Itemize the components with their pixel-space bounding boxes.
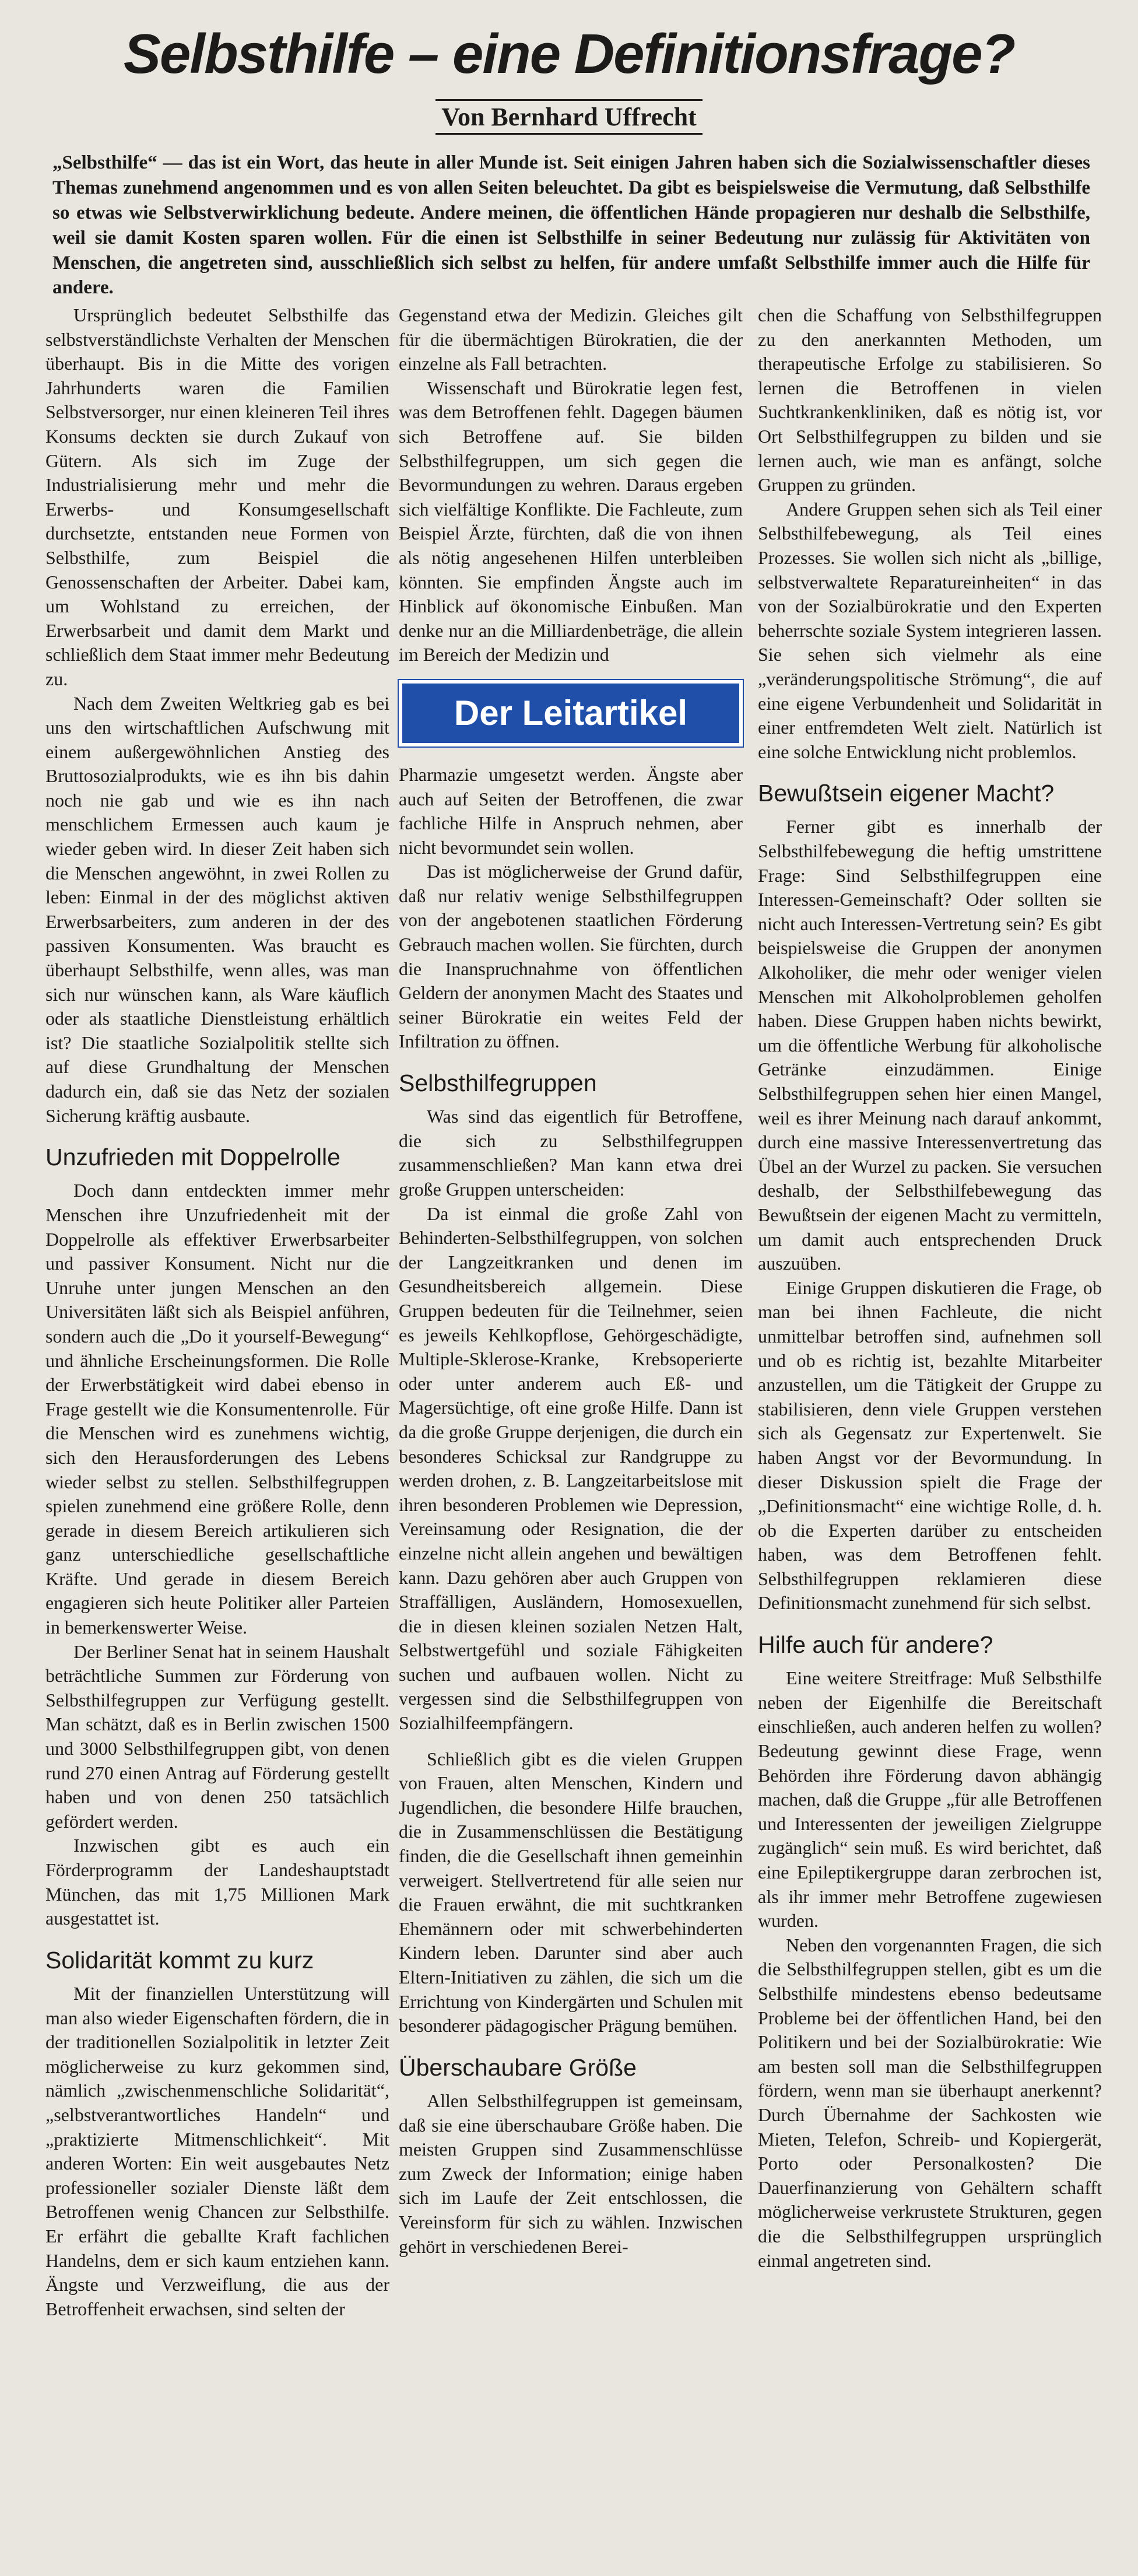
byline: Von Bernhard Uffrecht xyxy=(435,99,703,135)
paragraph: Wissenschaft und Bürokratie legen fest, was dem Betroffenen fehlt. Dagegen bäumen sich Betroffene auf. Sie bilden Selbsthilfegruppen, um sich gegen die Bevormundungen zu wehren. Daraus ergeben sich vielfältige Konflikte. Die Fachleute, zum Beispiel Ärzte, fürchten, daß die von ihnen als nötig angesehenen Hilfen unterbleiben könnten. Sie empfinden Ängste auch im Hinblick auf ökonomische Einbußen. Man denke nur an die Milliardenbeträge, die allein im Bereich der Medizin und xyxy=(399,377,743,665)
paragraph: chen die Schaffung von Selbsthilfegruppen zu den anerkannten Methoden, um therapeutische Erfolge zu stabilisieren. So lernen die Betroffenen in vielen Suchtkrankenkliniken, daß es nötig ist, vor Ort Selbsthilfegruppen zu bilden und sie lernen auch, wie man es anfängt, solche Gruppen zu gründen. xyxy=(758,304,1102,496)
column-2 xyxy=(399,303,743,2259)
paragraph: Der Berliner Senat hat in seinem Haushalt beträchtliche Summen zur Förderung von Selbsthilfegruppen zur Verfügung gestellt. Man schätzt, daß es in Berlin zwischen 1500 und 3000 Selbsthilfegruppen gibt, von denen rund 270 einen Antrag auf Förderung gestellt haben und von denen 250 tatsächlich gefördert werden. xyxy=(45,1641,389,1832)
paragraph: Ferner gibt es innerhalb der Selbsthilfebewegung die heftig umstrittene Frage: Sind Selbsthilfegruppen eine Interessen-Gemeinschaft? Oder sollten sie nicht auch Interessen-Vertretung sein? Es gibt beispielsweise die Gruppen der anonymen Alkoholiker, die mehr oder weniger vielen Menschen mit Alkoholproblemen geholfen haben. Diese Gruppen haben nichts bewirkt, um die öffentliche Werbung für alkoholische Getränke einzudämmen. Einige Selbsthilfegruppen sehen hier einen Mangel, weil es ihrer Meinung nach darauf ankommt, durch eine massive Interessenvertretung das Übel an der Wurzel zu packen. Sie versuchen deshalb, der Selbsthilfebewegung das Bewußtsein der eigenen Macht zu vermitteln, um damit auch entsprechenden Druck auszuüben. xyxy=(758,816,1102,1274)
paragraph: Pharmazie umgesetzt werden. Ängste aber auch auf Seiten der Betroffenen, die zwar fachliche Hilfe in Anspruch nehmen, aber nicht bevormundet sein wollen. xyxy=(399,763,743,858)
paragraph: Doch dann entdeckten immer mehr Menschen ihre Unzufriedenheit mit der Doppelrolle als effektiver Erwerbsarbeiter und passiver Konsument. Nicht nur die Unruhe unter jungen Menschen an den Universitäten läßt sich als Beispiel anführen, sondern auch die „Do it yourself-Bewegung“ und ähnliche Erscheinungsformen. Die Rolle der Erwerbstätigkeit wird dabei ebenso in Frage gestellt wie die Konsumentenrolle. Für die Menschen wird es zunehmens wichtig, sich den Herausforderungen des Lebens wieder selbst zu stellen. Selbsthilfegruppen spielen zunehmend eine größere Rolle, denn gerade in diesem Bereich artikulieren sich ganz unterschiedliche gesellschaftliche Kräfte. Und gerade in diesem Bereich engagieren sich heute Politiker aller Parteien in bemerkenswerter Weise. xyxy=(45,1180,389,1638)
paragraph: Eine weitere Streitfrage: Muß Selbsthilfe neben der Eigenhilfe die Bereitschaft einschließen, auch anderen helfen zu wollen? Bedeutung gewinnt diese Frage, wenn Behörden ihre Förderung davon abhängig machen, daß die Gruppe „für alle Betroffenen und Interessenten der jeweiligen Zielgruppe zugänglich“ sein muß. Es wird berichtet, daß eine Epileptikergruppe daran zerbrochen ist, als ihr immer mehr Betroffene zugewiesen wurden. xyxy=(758,1667,1102,1932)
subheading: Bewußtsein eigener Macht? xyxy=(758,780,1055,807)
paragraph: Da ist einmal die große Zahl von Behinderten-Selbsthilfegruppen, von solchen der Langzeitkranken und denen im Gesundheitsbereich allgemein. Diese Gruppen bedeuten für die Teilnehmer, seien es jeweils Kehlkopflose, Gehörgeschädigte, Multiple-Sklerose-Kranke, Krebsoperierte oder unter anderem auch Eß- und Magersüchtige, oft eine große Hilfe. Dann ist da die große Gruppe derjenigen, die durch ein besonderes Schicksal zur Randgruppe zu werden drohen, z. B. Langzeitarbeitslose mit ihren besonderen Problemen wie Depression, Vereinsamung oder Resignation, die der einzelne nicht allein angehen und bewältigen kann. Dazu gehören aber auch Gruppen von Straffälligen, Ausländern, Homosexuellen, die in diesen kleinen sozialen Netzen Halt, Selbstwertgefühl und soziale Fähigkeiten suchen und aufbauen wollen. Nicht zu vergessen sind die Selbsthilfegruppen von Sozialhilfeempfängern. xyxy=(399,1203,743,1734)
paragraph: Mit der finanziellen Unterstützung will man also wieder Eigenschaften fördern, die in der traditionellen Sozialpolitik in letzter Zeit möglicherweise zu kurz gekommen sind, nämlich „zwischenmenschliche Solidarität“, „selbstverantwortliches Handeln“ und „praktizierte Mitmenschlichkeit“. Mit anderen Worten: Ein weit ausgebautes Netz professioneller sozialer Dienste läßt dem Betroffenen wenig Chancen zur Selbsthilfe. Er erfährt die geballte Kraft fachlichen Handelns, dem er sich kaum entziehen kann. Ängste und Verzweiflung, die aus der Betroffenheit erwachsen, sind selten der xyxy=(45,1982,389,2319)
leitartikel-banner: Der Leitartikel xyxy=(399,680,743,746)
paragraph: Ursprünglich bedeutet Selbsthilfe das selbstverständlichste Verhalten der Menschen überhaupt. Bis in die Mitte des vorigen Jahrhunderts waren die Familien Selbstversorger, nur einen kleineren Teil ihres Konsums deckten sie durch Zukauf von Gütern. Als sich im Zuge der Industrialisierung mehr und mehr die Erwerbs- und Konsumgesellschaft durchsetzte, entstanden neue Formen von Selbsthilfe, zum Beispiel die Genossenschaften der Arbeiter. Dabei kam, um Wohlstand zu erreichen, der Erwerbsarbeit und damit dem Markt und schließlich dem Staat immer mehr Bedeutung zu. xyxy=(45,304,389,689)
column-3 xyxy=(758,303,1102,2273)
paragraph: Das ist möglicherweise der Grund dafür, daß nur relativ wenige Selbsthilfegruppen von der angebotenen staatlichen Förderung Gebrauch machen wollen. Sie fürchten, durch die Inanspruchnahme von öffentlichen Geldern der anonymen Macht des Staates und seiner Bürokratie ein weites Feld der Infiltration zu öffnen. xyxy=(399,861,743,1052)
subheading: Selbsthilfegruppen xyxy=(399,1070,597,1097)
subheading: Solidarität kommt zu kurz xyxy=(45,1946,314,1974)
article-title: Selbsthilfe – eine Definitionsfrage? xyxy=(123,23,1015,85)
subheading: Überschaubare Größe xyxy=(399,2053,637,2081)
paragraph: Allen Selbsthilfegruppen ist gemeinsam, daß sie eine überschaubare Größe haben. Die meisten Gruppen sind Zusammenschlüsse zum Zweck der Information; einige haben sich im Laufe der Zeit entschlossen, die Vereinsform für sich zu wählen. Inzwischen gehört in verschiedenen Berei- xyxy=(399,2090,743,2257)
column-1 xyxy=(45,303,389,2321)
paragraph: Einige Gruppen diskutieren die Frage, ob man bei ihnen Fachleute, die nicht unmittelbar betroffen sind, aufnehmen soll und ob es richtig ist, bezahlte Mitarbeiter anzustellen, um die Tätigkeit der Gruppe zu stabilisieren, denn viele Gruppen verstehen sich als Gegensatz zur Expertenwelt. Sie haben Angst vor der Bevormundung. In dieser Diskussion spielt die Frage der „Definitionsmacht“ eine wichtige Rolle, d. h. ob die Experten darüber zu entscheiden haben, was dem Betroffenen fehlt. Selbsthilfegruppen reklamieren diese Definitionsmacht zunehmend für sich selbst. xyxy=(758,1277,1102,1614)
paragraph: Nach dem Zweiten Weltkrieg gab es bei uns den wirtschaftlichen Aufschwung mit einem außergewöhnlichen Anstieg des Bruttosozialprodukts, wie es ihn bis dahin noch nie gab und wie es ihn nach menschlichem Ermessen auch kaum je wieder geben wird. In dieser Zeit haben sich die Menschen angewöhnt, in zwei Rollen zu leben: Einmal in der des möglichst aktiven Erwerbsarbeiters, zum anderen in der des passiven Konsumenten. Was braucht es überhaupt Selbsthilfe, wenn alles, was man sich nur wünschen kann, als Ware käuflich oder als staatliche Dienstleistung erhältlich ist? Die staatliche Sozialpolitik stellte sich auf diese Grundhaltung der Menschen dadurch ein, daß sie das Netz der sozialen Sicherung kräftig ausbaute. xyxy=(45,692,389,1126)
paragraph: Schließlich gibt es die vielen Gruppen von Frauen, alten Menschen, Kindern und Jugendlichen, die besondere Hilfe brauchen, die in Zusammenschlüssen die Bestätigung finden, die die Gesellschaft ihnen gemeinhin verweigert. Stellvertretend für alle seien nur die Frauen erwähnt, die mit suchtkranken Ehemännern oder mit schwerbehinderten Kindern leben. Darunter sind aber auch Eltern-Initiativen zu zählen, die sich um die Errichtung von Kindergärten und Schulen mit besonderer pädagogischer Prägung bemühen. xyxy=(399,1748,743,2037)
subheading: Unzufrieden mit Doppelrolle xyxy=(45,1144,340,1171)
paragraph: Inzwischen gibt es auch ein Förderprogramm der Landeshauptstadt München, das mit 1,75 Millionen Mark ausgestattet ist. xyxy=(45,1835,389,1929)
paragraph: Andere Gruppen sehen sich als Teil einer Selbsthilfebewegung, als Teil eines Prozesses. Sie wollen sich nicht als „billige, selbstverwaltete Reparatureinheiten“ in das von der Sozialbürokratie und den Experten beherrschte soziale System integrieren lassen. Sie sehen sich vielmehr als eine „veränderungspolitische Strömung“, die auf eine eigene Verbundenheit und Solidarität in einer entfremdeten Welt zielt. Natürlich ist eine solche Entwicklung nicht problemlos. xyxy=(758,498,1102,762)
paragraph: Neben den vorgenannten Fragen, die sich die Selbsthilfegruppen stellen, gibt es um die Selbsthilfe mindestens ebenso bedeutsame Probleme bei der öffentlichen Hand, bei den Politikern und bei der Sozialbürokratie: Wie am besten soll man die Selbsthilfegruppen fördern, wenn man sie überhaupt anerkennt? Durch Übernahme der Sachkosten wie Mieten, Telefon, Schreib- und Kopiergerät, Porto oder Personalkosten? Die Dauerfinanzierung von Gehältern schafft möglicherweise verkrustete Strukturen, gegen die die Selbsthilfegruppen ursprünglich einmal angetreten sind. xyxy=(758,1934,1102,2271)
paragraph: Was sind das eigentlich für Betroffene, die sich zu Selbsthilfegruppen zusammenschließen? Man kann etwa drei große Gruppen unterscheiden: xyxy=(399,1106,743,1200)
paragraph: Gegenstand etwa der Medizin. Gleiches gilt für die übermächtigen Bürokratien, die der einzelne als Fall betrachten. xyxy=(399,304,743,374)
lead-paragraph: „Selbsthilfe“ — das ist ein Wort, das heute in aller Munde ist. Seit einigen Jahren haben sich die Sozialwissenschaftler dieses Themas zunehmend angenommen und es von allen Seiten beleuchtet. Da gibt es beispielsweise die Vermutung, daß Selbsthilfe so etwas wie Selbstverwirklichung bedeute. Andere meinen, die öffentlichen Hände propagieren nur deshalb die Selbsthilfe, weil sie damit Kosten sparen wollen. Für die einen ist Selbsthilfe in seiner Bedeutung nur zulässig für Aktivitäten von Menschen, die angetreten sind, ausschließlich sich selbst zu helfen, für andere umfaßt Selbsthilfe immer auch die Hilfe für andere. xyxy=(52,152,1090,299)
subheading: Hilfe auch für andere? xyxy=(758,1631,993,1659)
